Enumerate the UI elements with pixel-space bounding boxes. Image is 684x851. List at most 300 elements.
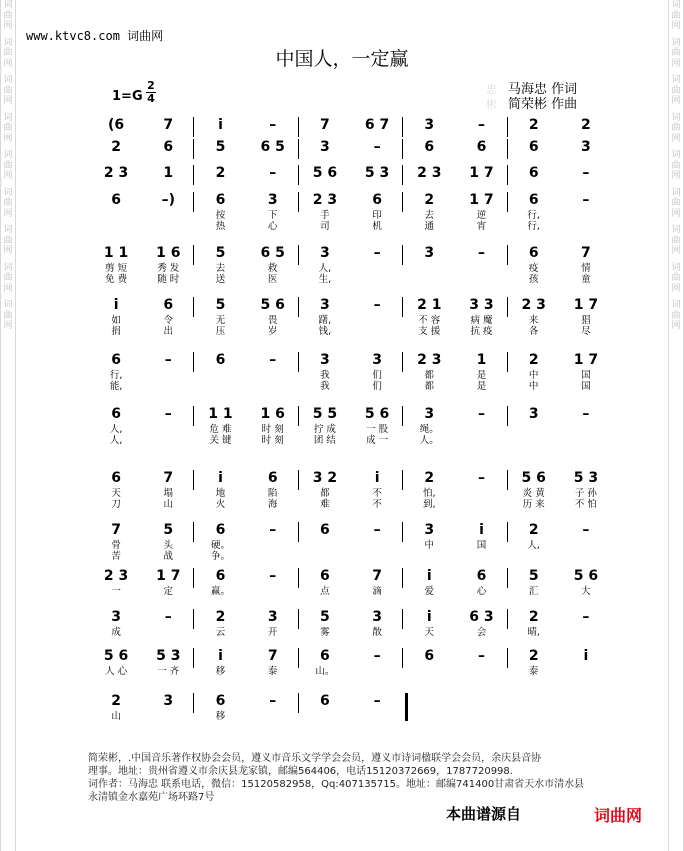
faint-names	[486, 82, 497, 112]
watermark-char: 词	[671, 262, 681, 273]
lyric-row	[90, 210, 612, 221]
lyric-cell: 压	[215, 326, 226, 337]
lyric-cell: 中	[424, 540, 435, 551]
time-numerator: 2	[147, 79, 155, 92]
note-cell: 1	[476, 352, 487, 368]
note-cell: 2	[424, 192, 435, 208]
note-row	[90, 691, 612, 711]
note-cell: 6	[424, 648, 435, 664]
watermark-char: 曲	[671, 198, 681, 208]
lyric-cell: 赢。	[210, 586, 230, 597]
bar-line	[193, 297, 194, 317]
credits	[508, 82, 577, 112]
lyric-cell: 们	[372, 381, 382, 392]
bar-line	[298, 297, 299, 317]
lyric-cell: 移	[215, 711, 226, 722]
watermark-char: 网	[3, 283, 13, 294]
note-cell: 6	[320, 648, 330, 664]
watermark-char: 曲	[3, 310, 13, 321]
lyric-cell: 医	[267, 274, 278, 285]
lyric-row	[90, 381, 612, 392]
footnote-line: 理事。地址：贵州省遵义市余庆县龙家镇，邮编564406，电话15120372669，1787720998.	[88, 766, 513, 777]
watermark-char: 曲	[671, 160, 681, 171]
lyric-cell: 岁	[267, 326, 278, 337]
lyric-row	[90, 424, 612, 435]
bar-line	[507, 470, 508, 490]
note-row	[90, 520, 612, 540]
watermark-char: 曲	[671, 123, 681, 133]
bar-line	[298, 406, 299, 426]
lyric-cell: 去	[424, 210, 435, 221]
note-cell: i	[374, 470, 380, 486]
lyric-cell: 尽	[581, 326, 591, 337]
note-cell: 1 7	[156, 568, 181, 584]
note-cell: 2	[528, 352, 539, 368]
lyric-cell: 病 魔	[470, 315, 493, 326]
watermark-char: 曲	[671, 85, 681, 96]
watermark-char: 网	[3, 96, 13, 106]
note-cell: –	[582, 406, 590, 422]
note-cell: 5	[215, 139, 226, 155]
bar-line	[507, 522, 508, 542]
note-cell: 6	[528, 165, 539, 181]
watermark-char: 词	[3, 225, 13, 235]
note-cell: –	[269, 522, 277, 538]
source-label: 本曲谱源自	[446, 805, 522, 823]
note-cell: 3	[372, 609, 382, 625]
lyric-cell: 怕,	[423, 488, 436, 499]
note-cell: 2	[528, 117, 539, 133]
lyric-cell: 出	[163, 326, 174, 337]
bar-line	[507, 568, 508, 588]
note-cell: 3	[111, 609, 121, 625]
score-system	[90, 350, 612, 392]
note-cell: 5	[215, 245, 226, 261]
bar-line	[298, 352, 299, 372]
note-cell: 6 7	[364, 117, 390, 133]
bar-line	[402, 568, 403, 588]
faint-name: 彬	[486, 98, 497, 111]
bar-line	[193, 139, 194, 159]
bar-line	[193, 192, 194, 212]
note-cell: 6	[372, 192, 382, 208]
lyric-cell: 送	[215, 274, 226, 285]
watermark-char: 网	[3, 171, 13, 181]
lyric-cell: 机	[372, 221, 382, 232]
lyric-cell: 孩	[528, 274, 539, 285]
lyric-cell: 山	[111, 711, 121, 722]
lyric-cell: 定	[163, 586, 174, 597]
note-cell: 6	[215, 352, 226, 368]
lyric-cell: 国	[581, 370, 591, 381]
watermark-char: 词	[671, 75, 681, 85]
note-cell: –	[477, 406, 485, 422]
lyric-cell: 海	[267, 499, 278, 510]
note-cell: 2	[424, 470, 435, 486]
watermark-char: 词	[3, 262, 13, 273]
note-row	[90, 607, 612, 627]
lyric-cell: 拧 成	[313, 424, 336, 435]
footnote-line: 词作者：马海忠 联系电话，微信：15120582958，Qq:407135715。地址：邮编741400甘肃省天水市清水县	[88, 779, 585, 790]
lyric-cell: 散	[372, 627, 382, 638]
bar-line	[298, 648, 299, 668]
lyric-row	[90, 711, 612, 722]
lyric-row	[90, 540, 612, 551]
note-cell: i	[218, 648, 223, 664]
note-cell: 6 3	[469, 609, 494, 625]
bar-line	[193, 648, 194, 668]
bar-line	[507, 352, 508, 372]
note-row	[90, 350, 612, 370]
bar-line	[507, 117, 508, 137]
lyric-cell: 逆	[476, 210, 487, 221]
score-system	[90, 243, 612, 285]
lyric-cell: 躇,	[318, 315, 332, 326]
lyric-cell: 人 心	[105, 666, 128, 677]
watermark-char: 曲	[671, 273, 681, 283]
lyric-cell: 危 难	[209, 424, 232, 435]
lyric-cell: 晴,	[527, 627, 540, 638]
lyric-cell: 行,	[109, 370, 123, 381]
lyric-row	[90, 221, 612, 232]
note-cell: 2 3	[521, 297, 546, 313]
watermark-char: 词	[3, 75, 13, 85]
note-row	[90, 566, 612, 586]
lyric-cell: 下	[267, 210, 278, 221]
note-cell: –	[582, 522, 590, 538]
watermark-char: 词	[3, 300, 13, 310]
note-cell: –)	[161, 192, 175, 208]
lyric-row	[90, 274, 612, 285]
lyric-cell: 团 结	[313, 435, 336, 446]
note-cell: i	[113, 297, 119, 313]
note-cell: 2 3	[103, 165, 129, 181]
watermark-char: 词	[671, 225, 681, 235]
lyric-row	[90, 370, 612, 381]
note-cell: 3	[320, 139, 330, 155]
bar-line	[298, 165, 299, 185]
note-cell: i	[426, 609, 432, 625]
lyric-row	[90, 326, 612, 337]
watermark-strip-right	[668, 0, 684, 851]
note-cell: 5 3	[156, 648, 181, 664]
note-row	[90, 646, 612, 666]
lyric-cell: 剪 短	[105, 263, 128, 274]
lyric-row	[90, 315, 612, 326]
note-cell: 6	[111, 406, 121, 422]
score-system	[90, 566, 612, 597]
watermark-char: 词	[671, 150, 681, 160]
watermark-char: 词	[3, 0, 13, 10]
lyric-cell: 苦	[111, 551, 121, 562]
lyric-cell: 免 费	[105, 274, 128, 285]
lyric-cell: 是	[476, 370, 487, 381]
lyric-cell: 来	[528, 315, 539, 326]
bar-line	[298, 693, 299, 713]
note-cell: 6	[476, 568, 487, 584]
note-cell: 6	[267, 470, 278, 486]
bar-line	[298, 522, 299, 542]
score-system	[90, 190, 612, 232]
note-cell: 3	[528, 406, 539, 422]
note-cell: 3 2	[312, 470, 338, 486]
note-cell: 5	[163, 522, 174, 538]
lyric-cell: 印	[372, 210, 382, 221]
watermark-char: 网	[671, 21, 681, 31]
note-cell: 6	[163, 139, 174, 155]
lyric-cell: 中	[528, 381, 539, 392]
note-cell: 3	[320, 245, 330, 261]
score-system	[90, 404, 612, 446]
bar-line	[298, 568, 299, 588]
note-cell: 2	[581, 117, 591, 133]
note-cell: 6	[215, 693, 226, 709]
song-title: 中国人，一定赢	[275, 48, 409, 70]
lyric-cell: 云	[215, 627, 226, 638]
lyric-cell: 行,	[527, 210, 540, 221]
bar-line	[193, 470, 194, 490]
lyric-cell: 按	[215, 210, 226, 221]
note-cell: –	[269, 117, 277, 133]
note-cell: i	[583, 648, 589, 664]
bar-line	[507, 245, 508, 265]
lyric-cell: 热	[215, 221, 226, 232]
lyric-cell: 我	[320, 370, 330, 381]
watermark-char: 曲	[671, 235, 681, 246]
lyric-row	[90, 586, 612, 597]
note-cell: 3	[372, 352, 382, 368]
brand-logo[interactable]: 词曲网	[594, 806, 643, 825]
bar-line	[402, 609, 403, 629]
lyric-cell: 到,	[423, 499, 436, 510]
bar-line	[298, 245, 299, 265]
lyric-cell: 移	[215, 666, 226, 677]
bar-line	[402, 245, 403, 265]
composer: 简荣彬 作曲	[508, 97, 578, 112]
lyric-cell: 一 齐	[157, 666, 180, 677]
lyric-cell: 去	[215, 263, 226, 274]
note-cell: 3 3	[469, 297, 494, 313]
note-cell: 5	[528, 568, 539, 584]
lyric-cell: 抗 疫	[470, 326, 493, 337]
bar-line	[193, 165, 194, 185]
lyric-cell: 天	[424, 627, 435, 638]
site-url[interactable]: www.ktvc8.com 词曲网	[26, 29, 164, 43]
lyricist: 马海忠 作词	[508, 82, 578, 97]
note-cell: 7	[320, 117, 330, 133]
score-system	[90, 163, 612, 183]
note-cell: 1	[163, 165, 174, 181]
note-row	[90, 137, 612, 157]
score-system	[90, 691, 612, 722]
note-cell: –	[373, 245, 381, 261]
lyric-cell: 中	[528, 370, 539, 381]
watermark-char: 曲	[3, 273, 13, 283]
lyric-cell: 争。	[210, 551, 230, 562]
note-cell: 3	[424, 117, 435, 133]
lyric-cell: 会	[476, 627, 487, 638]
watermark-char: 曲	[3, 10, 13, 21]
note-cell: 1 7	[573, 352, 599, 368]
score-system	[90, 520, 612, 562]
note-cell: 6	[111, 352, 121, 368]
watermark-char: 词	[3, 187, 13, 198]
lyric-cell: 头	[163, 540, 174, 551]
watermark-char: 网	[671, 283, 681, 294]
lyric-cell: 支 援	[418, 326, 441, 337]
watermark-char: 网	[671, 208, 681, 219]
watermark-char: 曲	[3, 235, 13, 246]
lyric-cell: 山	[163, 499, 174, 510]
lyric-cell: 国	[581, 381, 591, 392]
note-row	[90, 468, 612, 488]
bar-line	[507, 406, 508, 426]
lyric-cell: 汇	[528, 586, 539, 597]
lyric-cell: 难	[320, 499, 330, 510]
note-cell: 6	[424, 139, 435, 155]
bar-line	[402, 117, 403, 137]
lyric-cell: 成	[111, 627, 121, 638]
score-system	[90, 646, 612, 677]
lyric-cell: 山。	[315, 666, 335, 677]
note-cell: 6	[215, 568, 226, 584]
note-cell: 7	[111, 522, 121, 538]
note-cell: 6	[320, 522, 330, 538]
lyric-cell: 人,	[527, 540, 540, 551]
lyric-cell: 各	[528, 326, 539, 337]
note-cell: –	[477, 470, 485, 486]
bar-line	[193, 609, 194, 629]
bar-line	[402, 192, 403, 212]
lyric-cell: 国	[476, 540, 487, 551]
bar-line	[402, 297, 403, 317]
note-cell: 6 5	[260, 245, 285, 261]
note-cell: (6	[108, 117, 125, 133]
note-cell: –	[582, 609, 590, 625]
note-cell: 6	[215, 522, 226, 538]
note-cell: 6	[528, 139, 539, 155]
lyric-cell: 我	[320, 381, 330, 392]
lyric-cell: 雾	[320, 627, 330, 638]
lyric-cell: 人,	[109, 424, 123, 435]
note-cell: 2	[528, 609, 539, 625]
note-cell: 2	[528, 522, 539, 538]
note-cell: 2 1	[417, 297, 442, 313]
note-cell: 2 3	[103, 568, 129, 584]
bar-line	[402, 470, 403, 490]
watermark-char: 网	[3, 133, 13, 144]
watermark-char: 网	[3, 246, 13, 256]
lyric-cell: 地	[215, 488, 226, 499]
lyric-cell: 天	[111, 488, 121, 499]
note-cell: 2	[111, 693, 121, 709]
lyric-cell: 泰	[528, 666, 539, 677]
watermark-char: 曲	[671, 48, 681, 58]
score-system	[90, 115, 612, 135]
lyric-cell: 一 股	[366, 424, 389, 435]
bar-line	[298, 117, 299, 137]
watermark-char: 曲	[3, 48, 13, 58]
lyric-cell: 关 键	[209, 435, 232, 446]
lyric-cell: 不	[372, 488, 382, 499]
lyric-cell: 泰	[267, 666, 278, 677]
watermark-char: 词	[671, 300, 681, 310]
bar-line	[402, 522, 403, 542]
lyric-cell: 开	[267, 627, 278, 638]
lyric-cell: 救	[267, 263, 278, 274]
note-cell: 1 7	[573, 297, 599, 313]
watermark-char: 曲	[671, 310, 681, 321]
note-cell: 5 3	[364, 165, 390, 181]
note-cell: 2	[528, 648, 539, 664]
watermark-char: 曲	[3, 160, 13, 171]
note-cell: 7	[581, 245, 591, 261]
note-cell: 1 7	[469, 165, 494, 181]
lyric-cell: 司	[320, 221, 330, 232]
lyric-cell: 情	[581, 263, 591, 274]
note-cell: –	[582, 192, 590, 208]
lyric-cell: 子 孙	[574, 488, 597, 499]
bar-line	[298, 139, 299, 159]
note-cell: –	[477, 245, 485, 261]
lyric-cell: 硬。	[210, 540, 230, 551]
lyric-row	[90, 551, 612, 562]
bar-line	[193, 117, 194, 137]
lyric-cell: 都	[320, 488, 330, 499]
lyric-cell: 火	[215, 499, 226, 510]
lyric-cell: 行,	[527, 221, 540, 232]
note-cell: 2	[215, 165, 226, 181]
note-cell: 7	[267, 648, 278, 664]
author-footnote	[88, 752, 608, 804]
lyric-row	[90, 499, 612, 510]
note-row	[90, 243, 612, 263]
note-cell: 6	[111, 192, 121, 208]
watermark-char: 词	[3, 37, 13, 48]
bar-line	[193, 522, 194, 542]
watermark-char: 曲	[3, 85, 13, 96]
note-cell: 3	[424, 245, 435, 261]
lyric-cell: 滴	[372, 586, 382, 597]
lyric-row	[90, 435, 612, 446]
lyric-cell: 不	[372, 499, 382, 510]
bar-line	[193, 352, 194, 372]
note-cell: 3	[320, 352, 330, 368]
lyric-cell: 疫	[528, 263, 539, 274]
watermark-char: 网	[3, 21, 13, 31]
note-row	[90, 404, 612, 424]
bar-line	[298, 609, 299, 629]
bar-line	[193, 245, 194, 265]
note-cell: –	[164, 406, 172, 422]
note-cell: 3	[581, 139, 591, 155]
note-cell: –	[477, 117, 485, 133]
key-signature: 1=G	[112, 89, 143, 104]
watermark-char: 网	[3, 321, 13, 331]
watermark-char: 曲	[3, 198, 13, 208]
watermark-char: 词	[671, 37, 681, 48]
lyric-cell: 炎 黄	[522, 488, 545, 499]
note-cell: 1 1	[208, 406, 233, 422]
score-system	[90, 295, 612, 337]
note-cell: 3	[267, 192, 278, 208]
note-cell: –	[373, 139, 381, 155]
watermark-char: 网	[671, 246, 681, 256]
note-cell: 6	[111, 470, 121, 486]
bar-line	[507, 139, 508, 159]
bar-line	[402, 352, 403, 372]
lyric-cell: 骨	[111, 540, 121, 551]
